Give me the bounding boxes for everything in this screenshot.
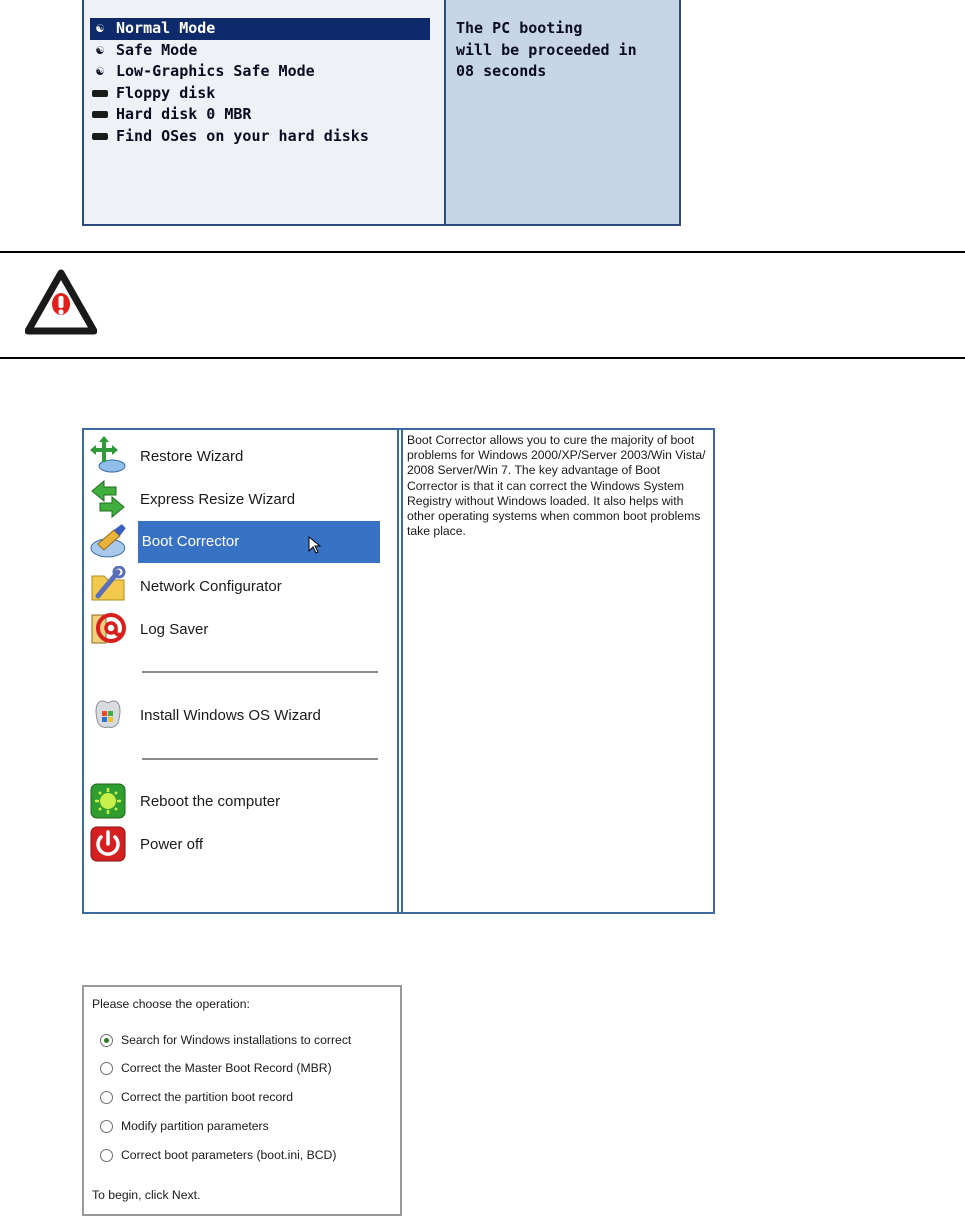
menu-separator [142, 758, 378, 760]
radio-button[interactable] [100, 1120, 113, 1133]
menu-item-express-resize[interactable] [84, 479, 380, 519]
boot-option-floppy[interactable] [90, 83, 444, 105]
menu-item-label: Restore Wizard [140, 447, 244, 465]
reboot-icon [88, 781, 128, 821]
option-modify-partition-parameters[interactable] [100, 1117, 269, 1135]
menu-item-reboot[interactable] [84, 781, 380, 821]
option-label: Search for Windows installations to correct [121, 1033, 352, 1047]
boot-option-label: Hard disk 0 MBR [116, 105, 252, 123]
radio-button[interactable] [100, 1091, 113, 1104]
menu-item-label: Log Saver [140, 620, 209, 638]
boot-countdown-text: The PC booting will be proceeded in 08 seconds [446, 0, 679, 224]
boot-option-label: Safe Mode [116, 40, 198, 59]
install-windows-icon [88, 695, 128, 735]
radio-button[interactable] [100, 1034, 113, 1047]
menu-item-label: Power off [140, 835, 204, 853]
option-correct-boot-parameters[interactable] [100, 1146, 336, 1164]
option-search-windows[interactable] [100, 1031, 351, 1049]
menu-item-label: Network Configurator [140, 577, 282, 595]
boot-menu [82, 0, 681, 226]
option-correct-mbr[interactable] [100, 1059, 332, 1077]
mouse-cursor-icon [308, 536, 324, 554]
option-label: Correct boot parameters (boot.ini, BCD) [121, 1148, 337, 1162]
menu-item-label: Install Windows OS Wizard [140, 706, 321, 724]
warning-notice [0, 251, 965, 359]
radio-button[interactable] [100, 1149, 113, 1162]
express-resize-icon [88, 479, 128, 519]
network-configurator-icon [88, 566, 128, 606]
boot-option-hard-disk[interactable] [90, 104, 444, 126]
menu-item-boot-corrector[interactable] [84, 522, 380, 562]
warning-icon [25, 269, 97, 335]
menu-item-label: Reboot the computer [140, 792, 281, 810]
menu-item-label: Boot Corrector [138, 521, 380, 563]
person-icon: ☯ [96, 64, 104, 79]
boot-option-safe-mode[interactable] [90, 40, 444, 62]
tool-list [84, 430, 399, 912]
boot-option-label: Find OSes on your hard disks [116, 126, 369, 145]
disk-icon [90, 83, 110, 105]
menu-item-restore-wizard[interactable] [84, 436, 380, 476]
menu-separator [142, 671, 378, 673]
menu-item-power-off[interactable] [84, 824, 380, 864]
person-icon: ☯ [96, 21, 104, 36]
main-menu-window [82, 428, 715, 914]
option-correct-partition-boot-record[interactable] [100, 1088, 293, 1106]
option-label: Modify partition parameters [121, 1119, 269, 1133]
power-off-icon [88, 824, 128, 864]
operation-prompt: Please choose the operation: [92, 997, 250, 1011]
boot-option-low-graphics[interactable] [90, 61, 444, 83]
menu-item-install-windows[interactable] [84, 695, 380, 735]
boot-option-list [84, 0, 446, 224]
option-label: Correct the partition boot record [121, 1090, 294, 1104]
operation-dialog [82, 985, 402, 1216]
tool-description: Boot Corrector allows you to cure the majority of boot problems for Windows 2000/XP/Server 2003/Win Vista/ 2008 Server/Win 7. The key advantage of Boot Corrector is that it can correct the Windows System Registry without Windows loaded. It also helps with other operating systems when common boot problems take place. [401, 430, 713, 912]
disk-icon [90, 126, 110, 148]
boot-option-label: Low-Graphics Safe Mode [116, 62, 315, 80]
boot-option-find-oses[interactable] [90, 126, 444, 148]
person-icon: ☯ [96, 42, 104, 58]
disk-icon [90, 104, 110, 126]
boot-option-label: Floppy disk [116, 83, 216, 102]
operation-hint: To begin, click Next. [92, 1188, 201, 1202]
menu-item-network-configurator[interactable] [84, 566, 380, 606]
boot-option-normal-mode[interactable] [90, 18, 430, 40]
radio-button[interactable] [100, 1062, 113, 1075]
menu-item-log-saver[interactable] [84, 609, 380, 649]
boot-option-label: Normal Mode [116, 19, 216, 37]
log-saver-icon [88, 609, 128, 649]
option-label: Correct the Master Boot Record (MBR) [121, 1061, 332, 1075]
boot-corrector-icon [88, 522, 128, 562]
restore-wizard-icon [88, 436, 128, 476]
menu-item-label: Express Resize Wizard [140, 490, 296, 508]
